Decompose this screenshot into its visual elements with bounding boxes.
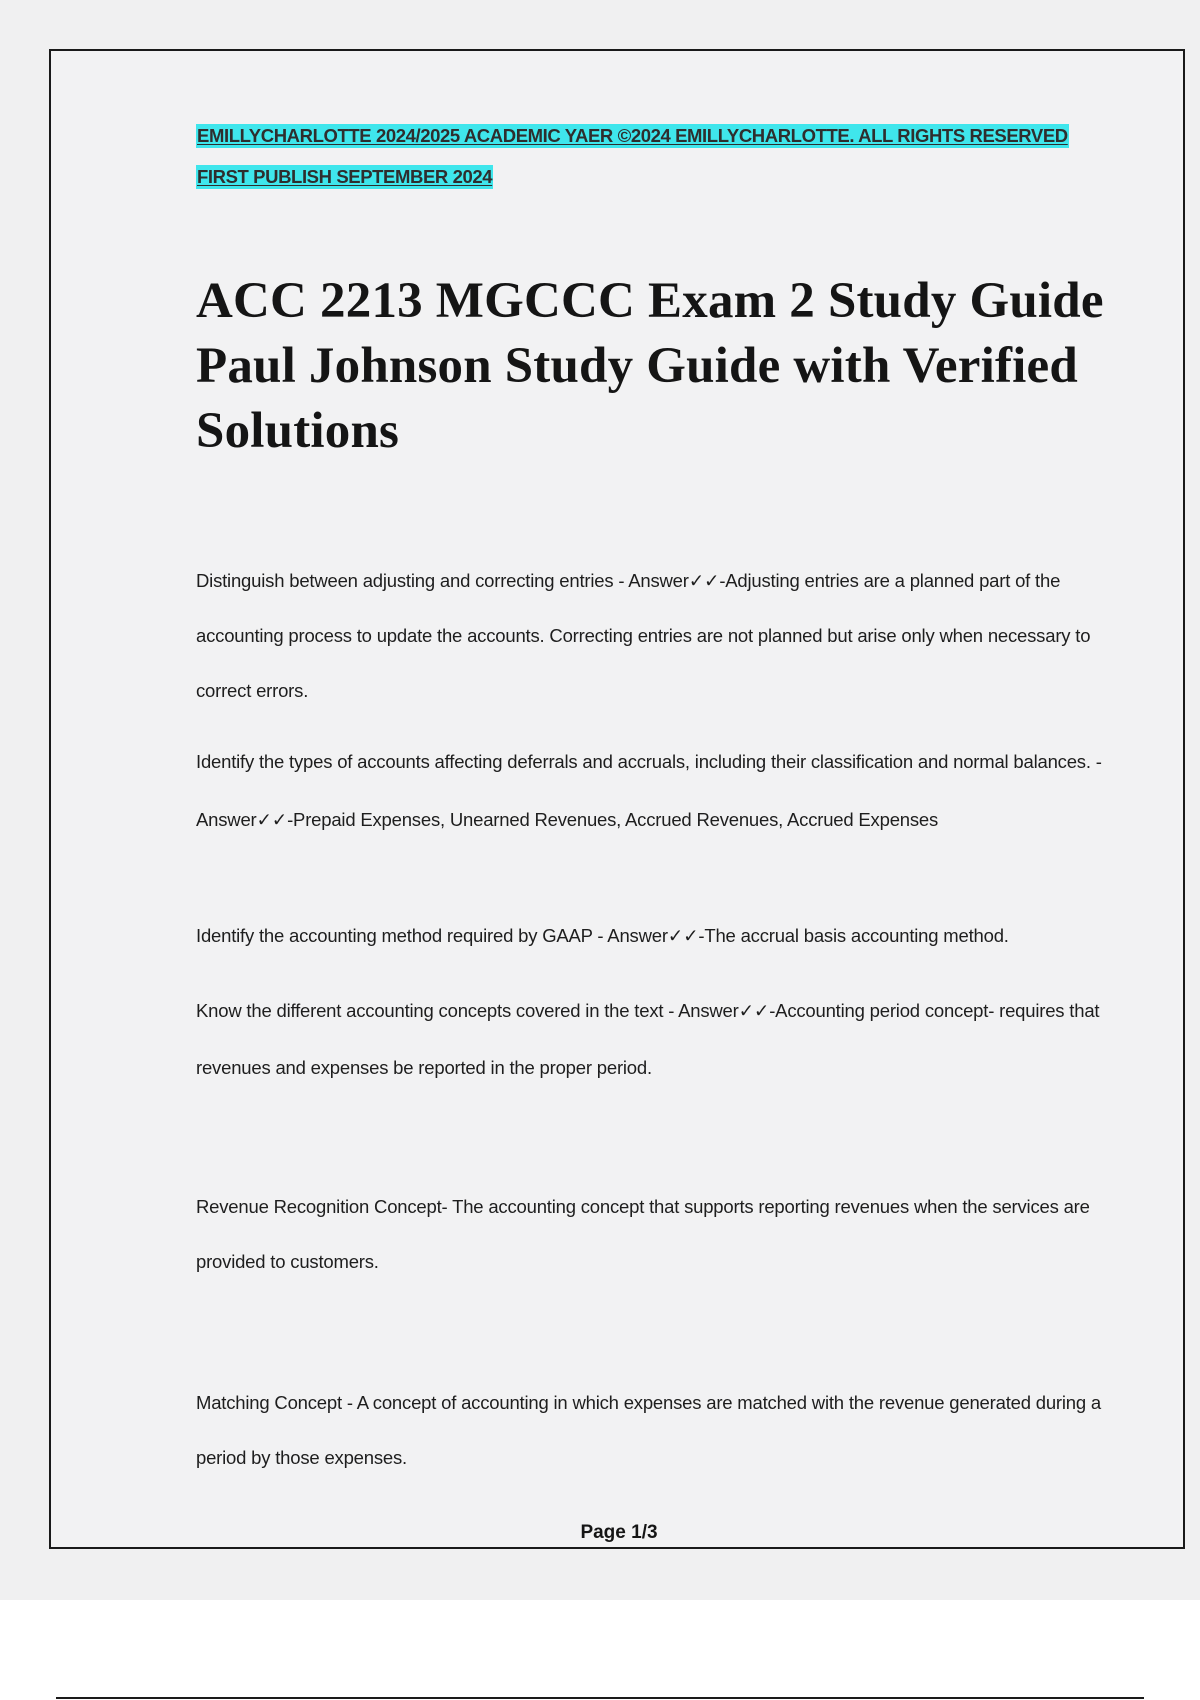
publish-date-banner: FIRST PUBLISH SEPTEMBER 2024 — [197, 166, 493, 187]
study-entry-accounting-concepts: Know the different accounting concepts covered in the text - Answer✓✓-Accounting period concept- requires that revenues and expenses be reported in the proper period. — [196, 1000, 1100, 1078]
document-page — [49, 49, 1185, 1549]
study-entry-matching-concept: Matching Concept - A concept of accounting in which expenses are matched with the revenue generated during a period by those expenses. — [196, 1392, 1102, 1468]
document-title: ACC 2213 MGCCC Exam 2 Study Guide Paul Johnson Study Guide with Verified Solutions — [196, 273, 1104, 459]
page-divider — [56, 1697, 1144, 1699]
study-entry-gaap-method: Identify the accounting method required by GAAP - Answer✓✓-The accrual basis accounting method. — [196, 925, 1009, 946]
study-entry-deferrals-accruals: Identify the types of accounts affecting deferrals and accruals, including their classification and normal balances. - Answer✓✓-Prepaid Expenses, Unearned Revenues, Accrued Revenues, Accrued Expenses — [196, 751, 1102, 830]
study-entry-adjusting-vs-correcting: Distinguish between adjusting and correcting entries - Answer✓✓-Adjusting entries are a planned part of the accounting process to update the accounts. Correcting entries are not planned but arise only when necessary to correct errors. — [196, 570, 1091, 701]
page-number: Page 1/3 — [580, 1522, 658, 1543]
study-entry-revenue-recognition: Revenue Recognition Concept- The accounting concept that supports reporting revenues when the services are provided to customers. — [196, 1196, 1090, 1272]
copyright-banner: EMILLYCHARLOTTE 2024/2025 ACADEMIC YAER ©2024 EMILLYCHARLOTTE. ALL RIGHTS RESERVED — [197, 125, 1068, 146]
